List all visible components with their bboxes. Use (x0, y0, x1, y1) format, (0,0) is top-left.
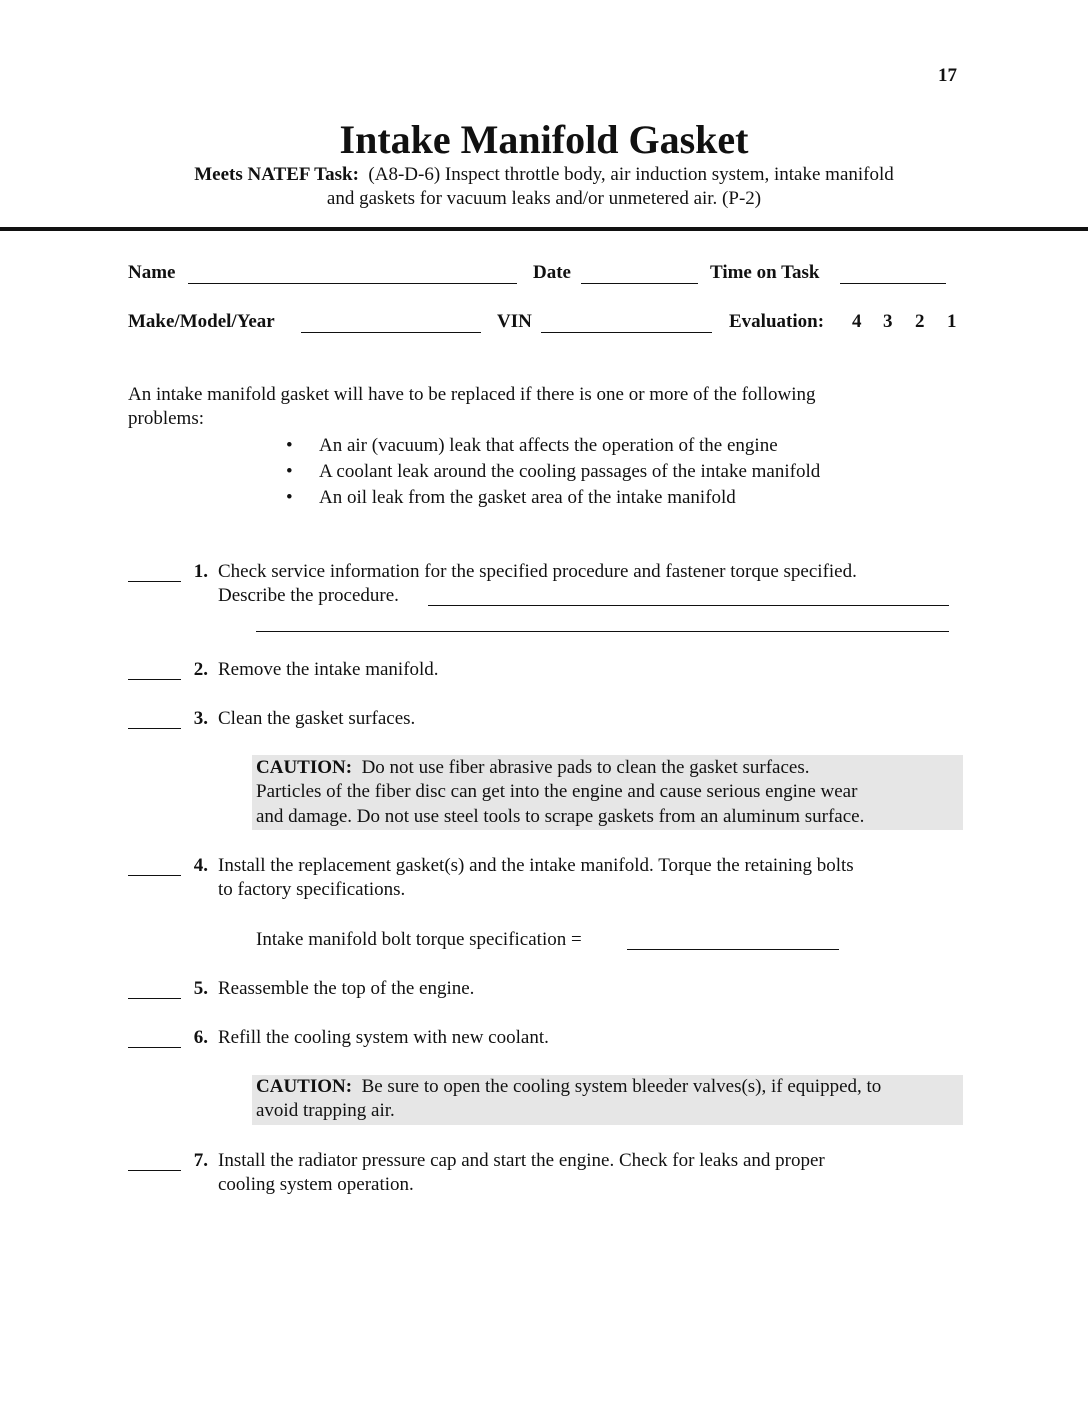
step-text: Refill the cooling system with new coolant. (218, 1027, 549, 1048)
step-text: Describe the procedure. (218, 585, 399, 606)
step-number: 5. (193, 978, 208, 999)
step-text: to factory specifications. (218, 879, 406, 900)
step-5-checkbox-line[interactable] (128, 998, 181, 999)
task-label: Meets NATEF Task: (194, 164, 359, 185)
bullet-icon: • (286, 487, 293, 508)
intro-line-1: An intake manifold gasket will have to be replaced if there is one or more of the following (128, 384, 816, 405)
step-text: Clean the gasket surfaces. (218, 708, 416, 729)
step-text: Install the radiator pressure cap and start the engine. Check for leaks and proper (218, 1150, 825, 1171)
make-model-year-label: Make/Model/Year (128, 311, 275, 332)
bullet-item: A coolant leak around the cooling passages of the intake manifold (319, 461, 821, 482)
step-4-checkbox-line[interactable] (128, 875, 181, 876)
step-text: Reassemble the top of the engine. (218, 978, 475, 999)
step-number: 4. (193, 855, 208, 876)
make-model-year-field[interactable] (301, 332, 481, 333)
page-number: 17 (938, 65, 957, 86)
header-rule (0, 227, 1088, 231)
step-6-checkbox-line[interactable] (128, 1047, 181, 1048)
caution-text: Do not use fiber abrasive pads to clean the gasket surfaces. (361, 757, 810, 778)
task-text: (A8-D-6) Inspect throttle body, air induction system, intake manifold (368, 164, 894, 185)
intro-line-2: problems: (128, 408, 204, 429)
step-text: cooling system operation. (218, 1174, 414, 1195)
step-number: 2. (193, 659, 208, 680)
caution-line: and damage. Do not use steel tools to scrape gaskets from an aluminum surface. (256, 806, 865, 827)
vin-field[interactable] (541, 332, 712, 333)
time-on-task-field[interactable] (840, 283, 946, 284)
torque-spec-field[interactable] (627, 949, 839, 950)
step-text: Remove the intake manifold. (218, 659, 439, 680)
step-3-checkbox-line[interactable] (128, 728, 181, 729)
procedure-field[interactable] (428, 605, 949, 606)
step-text: Install the replacement gasket(s) and the intake manifold. Torque the retaining bolts (218, 855, 854, 876)
caution-label: CAUTION: (256, 1076, 353, 1097)
caution-line: avoid trapping air. (256, 1100, 395, 1121)
vin-label: VIN (497, 311, 532, 332)
torque-spec-label: Intake manifold bolt torque specification = (256, 929, 582, 950)
step-7-checkbox-line[interactable] (128, 1170, 181, 1171)
step-number: 3. (193, 708, 208, 729)
caution-text: Be sure to open the cooling system bleeder valves(s), if equipped, to (361, 1076, 882, 1097)
bullet-icon: • (286, 435, 293, 456)
date-label: Date (533, 262, 571, 283)
procedure-field-2[interactable] (256, 631, 949, 632)
caution-label: CAUTION: (256, 757, 353, 778)
step-2-checkbox-line[interactable] (128, 679, 181, 680)
bullet-item: An oil leak from the gasket area of the intake manifold (319, 487, 736, 508)
evaluation-score-3[interactable]: 3 (883, 311, 893, 332)
step-number: 1. (193, 561, 208, 582)
step-text: Check service information for the specified procedure and fastener torque specified. (218, 561, 857, 582)
date-field[interactable] (581, 283, 698, 284)
evaluation-score-2[interactable]: 2 (915, 311, 925, 332)
caution-line: Particles of the fiber disc can get into the engine and cause serious engine wear (256, 781, 858, 802)
task-line-1 (0, 164, 1088, 186)
evaluation-score-1[interactable]: 1 (947, 311, 957, 332)
step-number: 6. (193, 1027, 208, 1048)
bullet-icon: • (286, 461, 293, 482)
name-label: Name (128, 262, 176, 283)
page-title: Intake Manifold Gasket (339, 117, 749, 162)
caution-line (256, 757, 809, 779)
name-field[interactable] (188, 283, 517, 284)
evaluation-label: Evaluation: (729, 311, 825, 332)
task-line-2: and gaskets for vacuum leaks and/or unmetered air. (P-2) (326, 188, 762, 209)
time-on-task-label: Time on Task (710, 262, 820, 283)
evaluation-score-4[interactable]: 4 (852, 311, 862, 332)
bullet-item: An air (vacuum) leak that affects the operation of the engine (319, 435, 778, 456)
step-1-checkbox-line[interactable] (128, 581, 181, 582)
caution-line (256, 1076, 881, 1098)
step-number: 7. (193, 1150, 208, 1171)
